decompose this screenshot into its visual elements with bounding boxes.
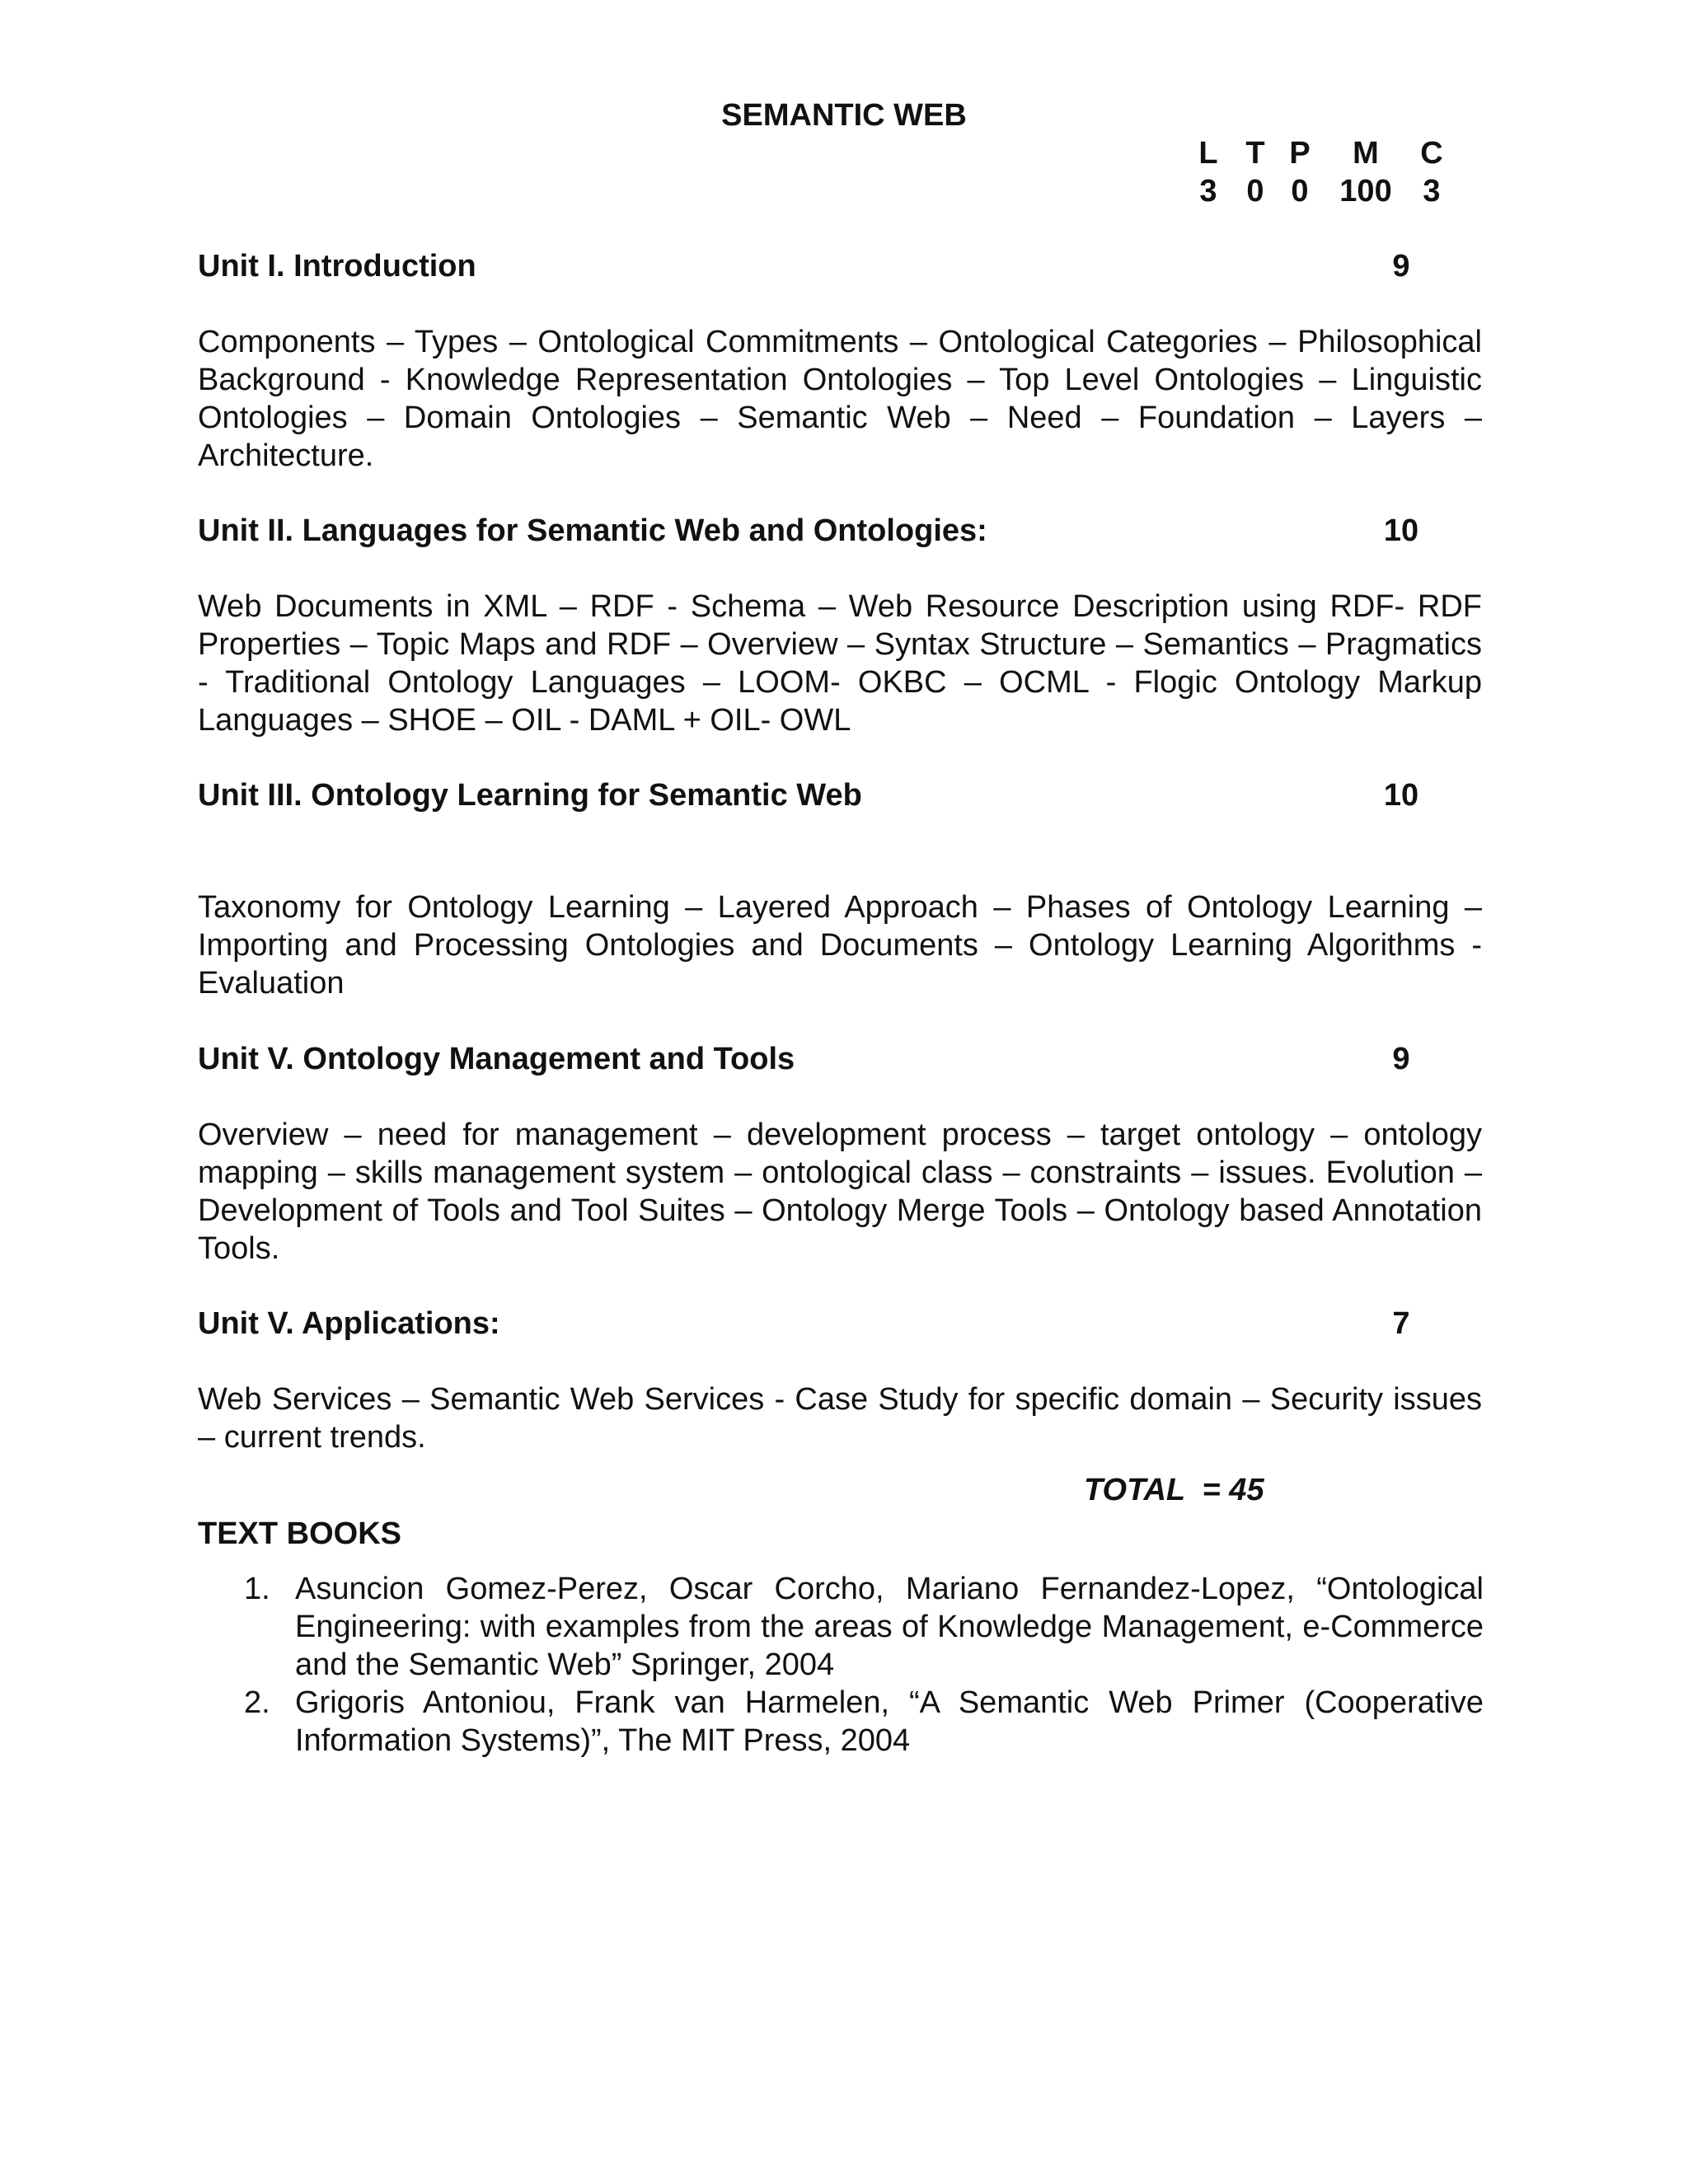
text-book-number: 2. [244,1685,270,1720]
unit-1-hours: 9 [1392,249,1410,284]
unit-4-content: Overview – need for management – development process – target ontology – ontology mapping – skills management system – ontological class – constraints – issues. Evolution – Development of Tools and Tool Suites – Ontology Merge Tools – Ontology based Annotation Tools. [198,1118,1482,1266]
credits-value-c: 3 [1423,174,1441,209]
unit-3-heading: Unit III. Ontology Learning for Semantic Web [198,778,862,813]
unit-2-heading: Unit II. Languages for Semantic Web and Ontologies: [198,513,987,548]
credits-value-p: 0 [1291,174,1309,209]
unit-2-hours: 10 [1383,513,1419,548]
unit-4-heading: Unit V. Ontology Management and Tools [198,1042,795,1076]
credits-header-m: M [1353,136,1379,171]
unit-2-heading-row [198,512,1484,550]
text-books-list [198,1570,1484,1760]
credits-header-l: L [1198,136,1218,171]
credits-value-m: 100 [1339,174,1392,209]
credits-header-p: P [1289,136,1311,171]
unit-3-heading-row [198,776,1484,814]
text-books-heading: TEXT BOOKS [198,1516,402,1551]
page-title: SEMANTIC WEB [721,98,967,133]
text-book-number: 1. [244,1572,270,1606]
credits-header-t: T [1245,136,1265,171]
unit-4-heading-row [198,1040,1484,1078]
total-hours: TOTAL = 45 [1084,1473,1264,1507]
unit-5-content: Web Services – Semantic Web Services - Case Study for specific domain – Security issues – current trends. [198,1382,1482,1455]
unit-1-heading: Unit I. Introduction [198,249,476,284]
unit-1-content: Components – Types – Ontological Commitments – Ontological Categories – Philosophical Background - Knowledge Representation Ontologies – Top Level Ontologies – Linguistic Ontologies – Domain Ontologies – Semantic Web – Need – Foundation – Layers – Architecture. [198,325,1482,473]
credits-value-row [1170,172,1484,210]
unit-3-hours: 10 [1383,778,1419,813]
unit-5-hours: 7 [1392,1306,1410,1341]
text-book-item [198,1684,1484,1760]
text-book-citation: Grigoris Antoniou, Frank van Harmelen, “A Semantic Web Primer (Cooperative Information Systems)”, The MIT Press, 2004 [295,1685,1484,1758]
credits-header-c: C [1420,136,1443,171]
unit-5-heading-row [198,1305,1484,1343]
text-book-citation: Asuncion Gomez-Perez, Oscar Corcho, Mariano Fernandez-Lopez, “Ontological Engineering: with examples from the areas of Knowledge Management, e-Commerce and the Semantic Web” Springer, 2004 [295,1572,1484,1682]
credits-table [1170,134,1484,210]
credits-value-l: 3 [1199,174,1217,209]
unit-2-content: Web Documents in XML – RDF - Schema – Web Resource Description using RDF- RDF Properties – Topic Maps and RDF – Overview – Syntax Structure – Semantics – Pragmatics - Traditional Ontology Languages – LOOM- OKBC – OCML - Flogic Ontology Markup Languages – SHOE – OIL - DAML + OIL- OWL [198,589,1482,738]
unit-3-content: Taxonomy for Ontology Learning – Layered Approach – Phases of Ontology Learning – Importing and Processing Ontologies and Documents – Ontology Learning Algorithms - Evaluation [198,890,1482,1001]
text-book-item [198,1570,1484,1684]
unit-1-heading-row [198,247,1484,285]
credits-header-row [1170,134,1484,172]
unit-4-hours: 9 [1392,1042,1410,1076]
unit-5-heading: Unit V. Applications: [198,1306,500,1341]
credits-value-t: 0 [1246,174,1264,209]
